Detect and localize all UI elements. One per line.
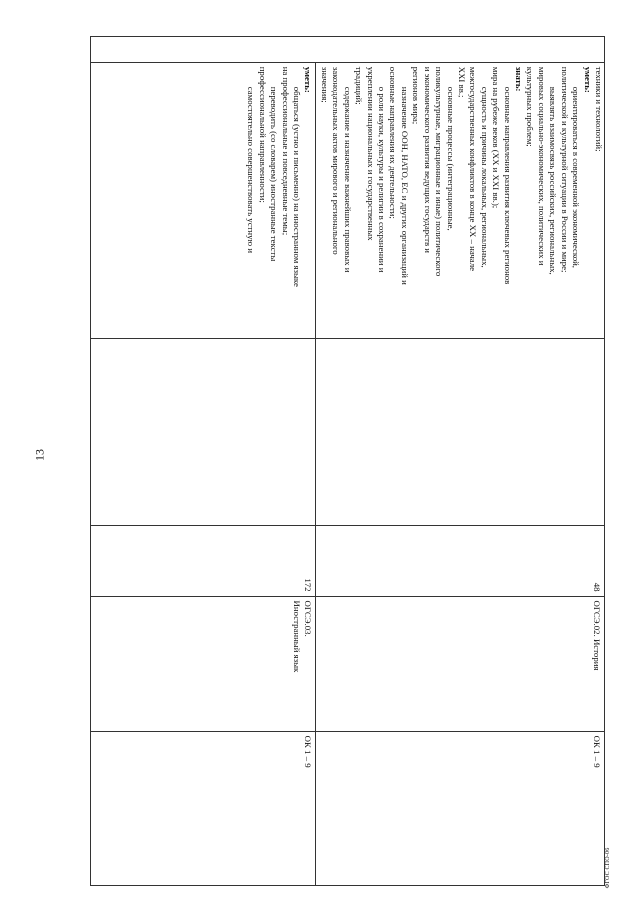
knowledge-label: знать: [514,66,525,92]
knowledge-item: мира на рубеже веков (XX и XXI вв.); [491,66,502,209]
skill-item: самостоятельно совершенствовать устную и [246,86,257,254]
skill-item: профессиональной направленности; [257,66,268,203]
skill-item: ориентироваться в современной экономической, [571,86,582,269]
skill-item: общаться (устно и письменно) на иностранном языке [292,86,303,287]
table-row-history [316,37,605,886]
knowledge-item: основные направления развития ключевых регионов [502,86,513,285]
discipline-code: ОГСЭ.03. [303,600,314,637]
knowledge-item: XXI вв.; [456,66,467,98]
skill-item: переводить (со словарем) иностранные тексты [269,86,280,262]
skills-knowledge-cell-history [316,62,605,339]
empty-cell [316,339,605,526]
knowledge-item: о роли науки, культуры и религии в сохранении и [376,86,387,273]
knowledge-item: назначение ООН, НАТО, ЕС и других организаций и [399,86,410,285]
skill-item: выявлять взаимосвязь российских, региональных, [548,86,559,275]
knowledge-item: основные процессы (интеграционные, [445,86,456,231]
top-line: техники и технологий; [594,66,604,152]
skill-item: культурных проблем; [525,66,536,147]
table-row-foreign-language [91,37,316,886]
discipline-cell-foreign-language [91,596,316,731]
skill-item: политической и культурной ситуации в России и мире; [559,66,570,273]
knowledge-item: значения; [319,66,330,103]
hours-cell-history: 48 [316,525,605,596]
hours-cell-foreign-language: 172 [91,525,316,596]
discipline-cell-history: ОГСЭ.02. История [316,596,605,731]
knowledge-item: укреплении национальных и государственных [365,66,376,241]
competency-table-wrapper [90,36,605,886]
knowledge-item: регионов мира; [411,66,422,125]
knowledge-item: традиций; [354,66,365,105]
knowledge-item: основные направления их деятельности; [388,66,399,219]
skills-label: уметь: [582,66,593,93]
competencies-cell-foreign-language: ОК 1 – 9 [91,731,316,885]
empty-cell [91,339,316,526]
knowledge-item: и экономического развития ведущих государств и [422,66,433,254]
knowledge-item: поликультурные, миграционные и иные) политического [434,66,445,277]
knowledge-item: сущность и причины локальных, региональных, [479,86,490,268]
skills-label: уметь: [303,66,314,93]
skill-item: на профессиональные и повседневные темы; [280,66,291,236]
competencies-cell-history: ОК 1 – 9 [316,731,605,885]
knowledge-item: межгосударственных конфликтов в конце XX – начале [468,66,479,272]
discipline-title: Иностранный язык [292,600,303,673]
skills-cell-foreign-language [91,62,316,339]
knowledge-item: содержание и назначение важнейших правовых и [342,86,353,273]
margin-cell [91,37,605,63]
page-number: 13 [32,449,47,461]
knowledge-item: законодательных актов мирового и регионального [331,66,342,255]
footer-code: ФГОС СПО-06 [605,847,611,889]
skill-item: мировых социально-экономических, политических и [536,66,547,266]
competency-table [90,36,605,886]
